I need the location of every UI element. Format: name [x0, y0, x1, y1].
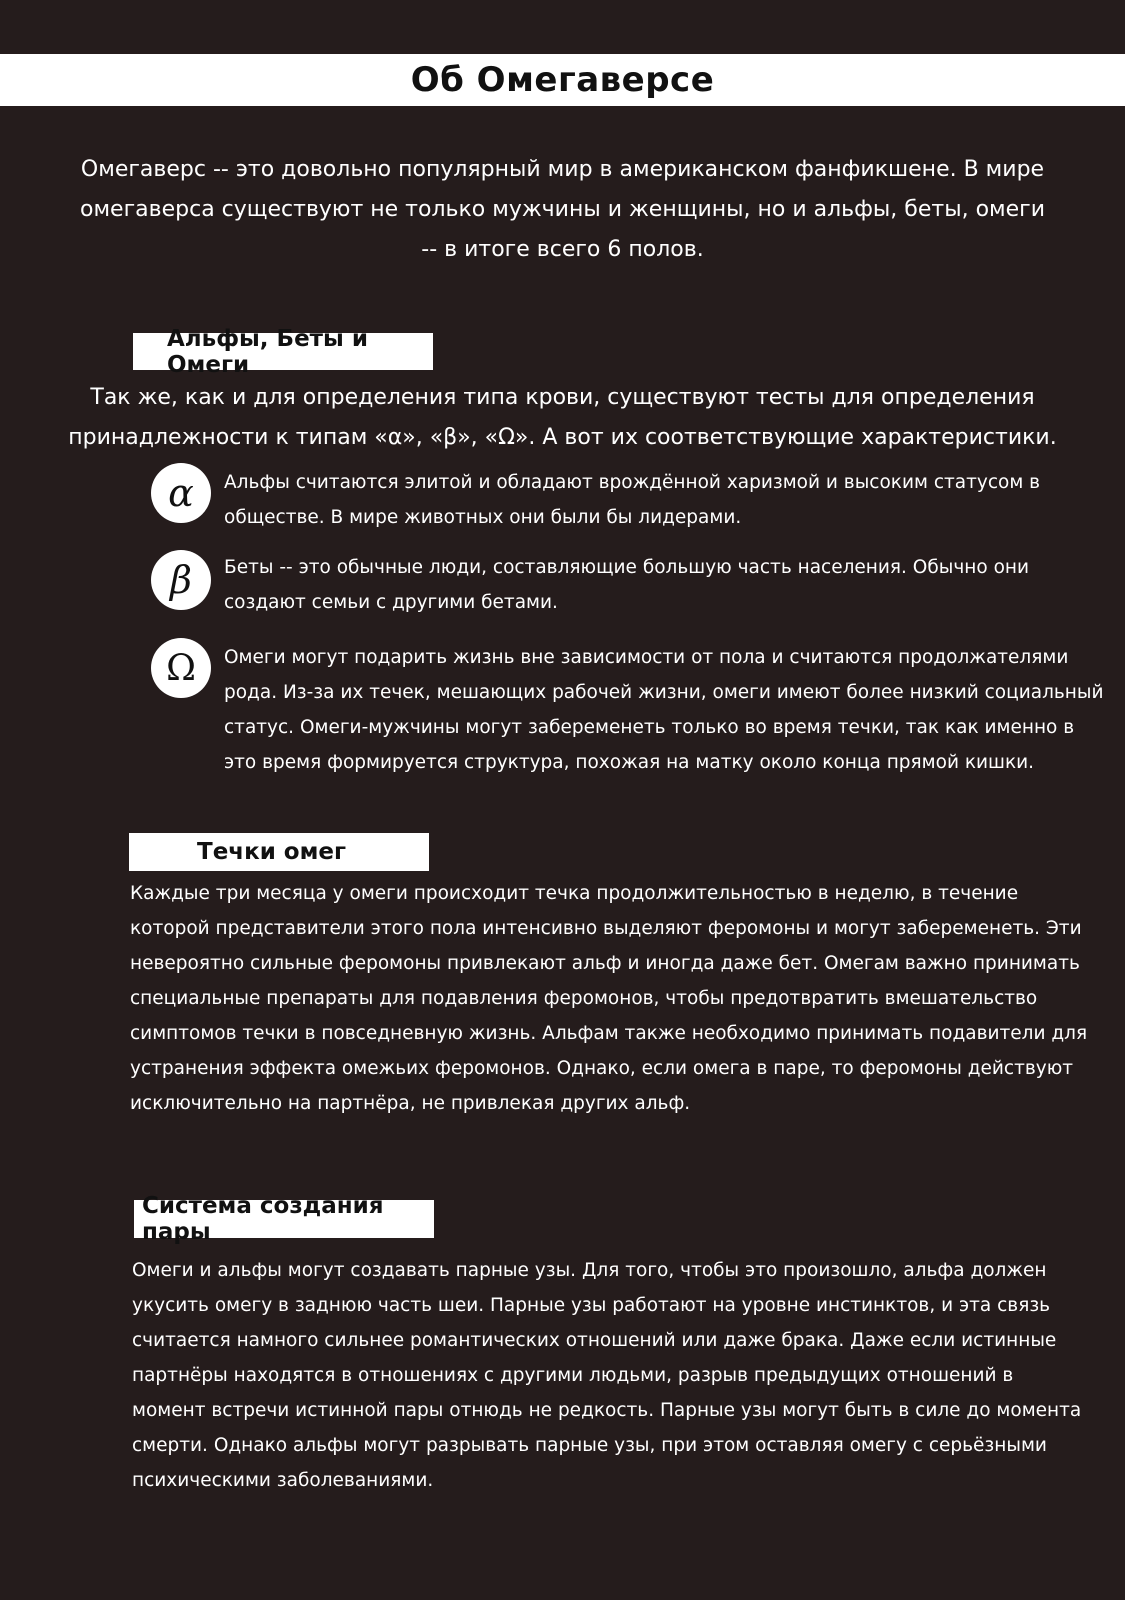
section-heading-heats: Течки омег	[129, 833, 429, 871]
omega-icon: Ω	[151, 638, 211, 698]
title-bar	[0, 54, 1125, 106]
heats-paragraph: Каждые три месяца у омеги происходит течка продолжительностью в неделю, в течение которой представители этого пола интенсивно выделяют феромоны и могут забеременеть. Эти невероятно сильные феромоны привлекают альф и иногда даже бет. Омегам важно принимать специальные препараты для подавления феромонов, чтобы предотвратить вмешательство симптомов течки в повседневную жизнь. Альфам также необходимо принимать подавители для устранения эффекта омежьих феромонов. Однако, если омега в паре, то феромоны действуют исключительно на партнёра, не привлекая других альф.	[130, 883, 1088, 1114]
section-heading-bonding: Система создания пары	[134, 1200, 434, 1238]
alpha-icon: α	[151, 463, 211, 523]
section-heading-types: Альфы, Беты и Омеги	[133, 333, 433, 370]
intro-paragraph: Омегаверс -- это довольно популярный мир в американском фанфикшене. В мире омегаверса существуют не только мужчины и женщины, но и альфы, беты, омеги -- в итоге всего 6 полов.	[80, 157, 1046, 262]
page-title: Об Омегаверсе	[410, 60, 715, 100]
alpha-description: Альфы считаются элитой и обладают врождённой харизмой и высоким статусом в обществе. В мире животных они были бы лидерами.	[224, 472, 1041, 528]
beta-description: Беты -- это обычные люди, составляющие большую часть населения. Обычно они создают семьи с другими бетами.	[224, 557, 1030, 613]
types-intro-paragraph: Так же, как и для определения типа крови, существуют тесты для определения принадлежности к типам «α», «β», «Ω». А вот их соответствующие характеристики.	[68, 385, 1057, 450]
omega-description: Омеги могут подарить жизнь вне зависимости от пола и считаются продолжателями рода. Из-за их течек, мешающих рабочей жизни, омеги имеют более низкий социальный статус. Омеги-мужчины могут забеременеть только во время течки, так как именно в это время формируется структура, похожая на матку около конца прямой кишки.	[224, 647, 1104, 773]
beta-icon: β	[151, 550, 211, 610]
bonding-paragraph: Омеги и альфы могут создавать парные узы. Для того, чтобы это произошло, альфа должен укусить омегу в заднюю часть шеи. Парные узы работают на уровне инстинктов, и эта связь считается намного сильнее романтических отношений или даже брака. Даже если истинные партнёры находятся в отношениях с другими людьми, разрыв предыдущих отношений в момент встречи истинной пары отнюдь не редкость. Парные узы могут быть в силе до момента смерти. Однако альфы могут разрывать парные узы, при этом оставляя омегу с серьёзными психическими заболеваниями.	[132, 1260, 1082, 1491]
